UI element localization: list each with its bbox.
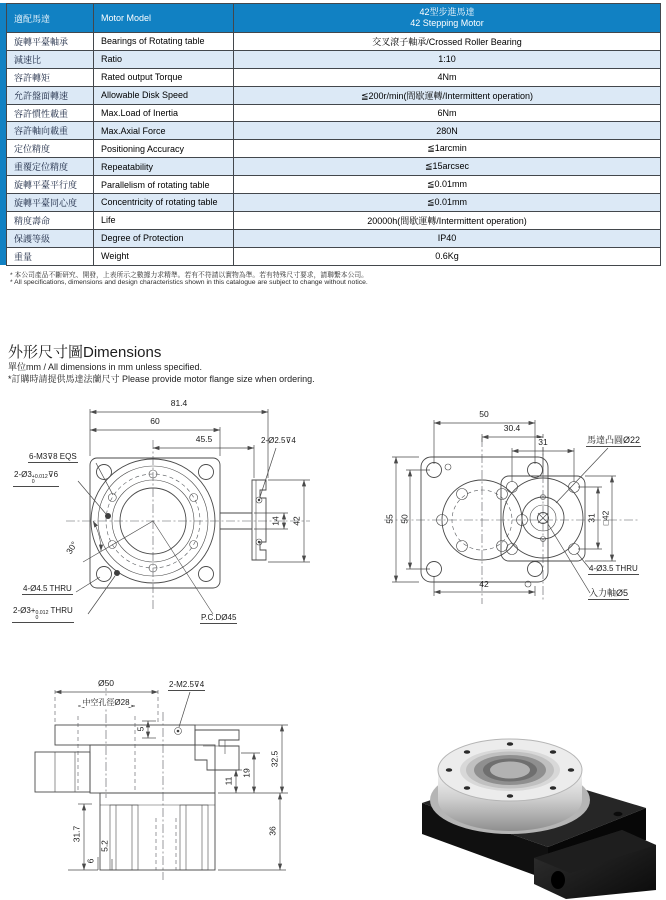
row-label-en: Parallelism of rotating table xyxy=(94,176,234,193)
spec-header-zh: 適配馬達 xyxy=(7,4,94,32)
angle-label: 30° xyxy=(63,539,80,556)
dim-dia50: Ø50 xyxy=(97,678,115,688)
corner-holes-label: 4-Ø4.5 THRU xyxy=(23,584,72,593)
product-photo-svg xyxy=(408,700,664,900)
row-label-en: Max.Axial Force xyxy=(94,122,234,139)
dim-right-31: 31 xyxy=(586,513,597,523)
row-label-en: Allowable Disk Speed xyxy=(94,87,234,104)
row-label-zh: 重量 xyxy=(7,248,94,265)
dim-overall-width: 81.4 xyxy=(170,398,188,408)
dim-5-2: 5.2 xyxy=(99,840,110,852)
table-row xyxy=(7,68,660,86)
row-label-zh: 重覆定位精度 xyxy=(7,158,94,175)
row-value: 1:10 xyxy=(438,54,456,65)
table-row xyxy=(7,247,660,265)
row-label-zh: 保護等級 xyxy=(7,230,94,247)
footnote-en: * All specifications, dimensions and design characteristics shown in this catalogue are subject to change without notice. xyxy=(10,279,368,286)
row-label-zh: 定位精度 xyxy=(7,140,94,157)
pin-blind-tolerance: +0.012 0 xyxy=(31,474,48,486)
dim-top-31: 31 xyxy=(538,437,548,447)
dim-36: 36 xyxy=(267,826,278,836)
motor-boss-label: 馬達凸圓Ø22 xyxy=(587,435,641,445)
dim-32-5: 32.5 xyxy=(269,750,280,768)
row-label-en: Concentricity of rotating table xyxy=(94,194,234,211)
table-row xyxy=(7,229,660,247)
row-label-zh: 容許轉矩 xyxy=(7,69,94,86)
pin-thru-tolerance: 0.012 0 xyxy=(35,610,49,622)
bottom-view-svg xyxy=(332,396,666,644)
row-label-en: Rated output Torque xyxy=(94,69,234,86)
row-value: ≦15arcsec xyxy=(424,161,470,172)
dim-square-width: 60 xyxy=(150,416,160,426)
dim-left-55: 55 xyxy=(384,514,395,524)
row-value: 0.6Kg xyxy=(435,251,459,262)
hollow-bore-label: 中空孔徑Ø28 xyxy=(82,698,130,707)
dim-shaft-width: 14 xyxy=(270,516,281,526)
dimensions-title: 外形尺寸圖Dimensions xyxy=(8,344,162,361)
pin-hole-blind-label: 2-Ø3 +0.012 0 ⊽6 xyxy=(13,470,59,487)
row-label-zh: 減速比 xyxy=(7,51,94,68)
bottom-view-drawing xyxy=(332,396,666,644)
row-label-zh: 旋轉平臺平行度 xyxy=(7,176,94,193)
row-label-zh: 精度壽命 xyxy=(7,212,94,229)
dim-31-7: 31.7 xyxy=(71,825,82,843)
flange-tapped-holes-label: 2-Ø2.5⊽4 xyxy=(261,436,296,445)
motor-model-zh: 42型步進馬達 xyxy=(419,7,475,17)
table-row xyxy=(7,139,660,157)
spec-table xyxy=(6,3,661,266)
row-value: 20000h(間歇運轉/Intermittent operation) xyxy=(367,215,527,226)
flange-holes-label: 4-Ø3.5 THRU xyxy=(589,564,638,573)
input-shaft-label: 入力軸Ø5 xyxy=(589,588,629,598)
row-value: ≦200r/min(間歇運轉/Intermittent operation) xyxy=(360,90,534,101)
row-label-en: Life xyxy=(94,212,234,229)
table-tapped-holes-label: 6-M3⊽8 EQS xyxy=(29,452,77,461)
dim-top-50: 50 xyxy=(479,409,489,419)
pin-thru-base: 2-Ø3+ xyxy=(13,606,36,615)
dim-center-to-flange: 45.5 xyxy=(195,434,213,444)
row-label-en: Repeatability xyxy=(94,158,234,175)
row-value: ≦0.01mm xyxy=(426,196,468,207)
table-row xyxy=(7,104,660,122)
dim-11: 11 xyxy=(223,776,234,786)
order-note: *訂購時請提供馬達法蘭尺寸 Please provide motor flange size when ordering. xyxy=(8,374,315,384)
row-value: 6Nm xyxy=(437,108,457,118)
row-value: 4Nm xyxy=(437,72,457,83)
unit-note: 單位mm / All dimensions in mm unless specified. xyxy=(8,362,203,372)
dim-flange-height: 42 xyxy=(291,516,302,526)
spec-header-en: Motor Model xyxy=(94,4,234,32)
dim-bottom-42: 42 xyxy=(479,579,489,589)
dim-19: 19 xyxy=(241,768,252,778)
row-label-en: Weight xyxy=(94,248,234,265)
row-label-en: Degree of Protection xyxy=(94,230,234,247)
row-label-en: Ratio xyxy=(94,51,234,68)
row-value: 280N xyxy=(436,125,458,136)
table-row xyxy=(7,32,660,50)
front-view-drawing xyxy=(8,396,330,644)
section-view-svg xyxy=(28,668,333,900)
spec-header-row xyxy=(7,4,660,32)
dim-top-30-4: 30.4 xyxy=(503,423,521,433)
table-row xyxy=(7,193,660,211)
row-label-en: Max.Load of Inertia xyxy=(94,105,234,122)
section-view-drawing xyxy=(28,668,333,900)
table-row xyxy=(7,175,660,193)
product-photo xyxy=(408,700,664,900)
footnote-zh: * 本公司產品不斷研究、開發，上表所示之數據力求精準。若有不符請以實物為準。若有特殊尺寸要求，請聯繫本公司。 xyxy=(10,272,368,279)
row-label-zh: 旋轉平臺同心度 xyxy=(7,194,94,211)
row-value: 交叉滾子軸承/Crossed Roller Bearing xyxy=(372,36,522,47)
table-row xyxy=(7,86,660,104)
table-row xyxy=(7,211,660,229)
row-value: ≦0.01mm xyxy=(426,179,468,190)
row-value: IP40 xyxy=(437,233,457,244)
table-row xyxy=(7,50,660,68)
row-label-zh: 允許盤面轉速 xyxy=(7,87,94,104)
spec-header-value xyxy=(234,4,660,32)
row-label-en: Bearings of Rotating table xyxy=(94,33,234,50)
motor-model-en: 42 Stepping Motor xyxy=(410,18,484,28)
pin-hole-thru-label: 2-Ø3+ 0.012 0 THRU xyxy=(12,606,74,623)
dim-5: 5 xyxy=(135,726,146,732)
row-label-en: Positioning Accuracy xyxy=(94,140,234,157)
pin-blind-base: 2-Ø3 xyxy=(14,470,32,479)
row-value: ≦1arcmin xyxy=(427,143,467,154)
pitch-circle-label: P.C.DØ45 xyxy=(201,613,237,622)
row-label-zh: 容許慣性載重 xyxy=(7,105,94,122)
dim-6: 6 xyxy=(85,858,96,864)
row-label-zh: 旋轉平臺軸承 xyxy=(7,33,94,50)
table-row xyxy=(7,157,660,175)
dim-left-50: 50 xyxy=(399,514,410,524)
clamp-tapped-label: 2-M2.5⊽4 xyxy=(169,680,205,689)
table-row xyxy=(7,121,660,139)
dim-right-square42: □42 xyxy=(600,510,611,526)
row-label-zh: 容許軸向載重 xyxy=(7,122,94,139)
